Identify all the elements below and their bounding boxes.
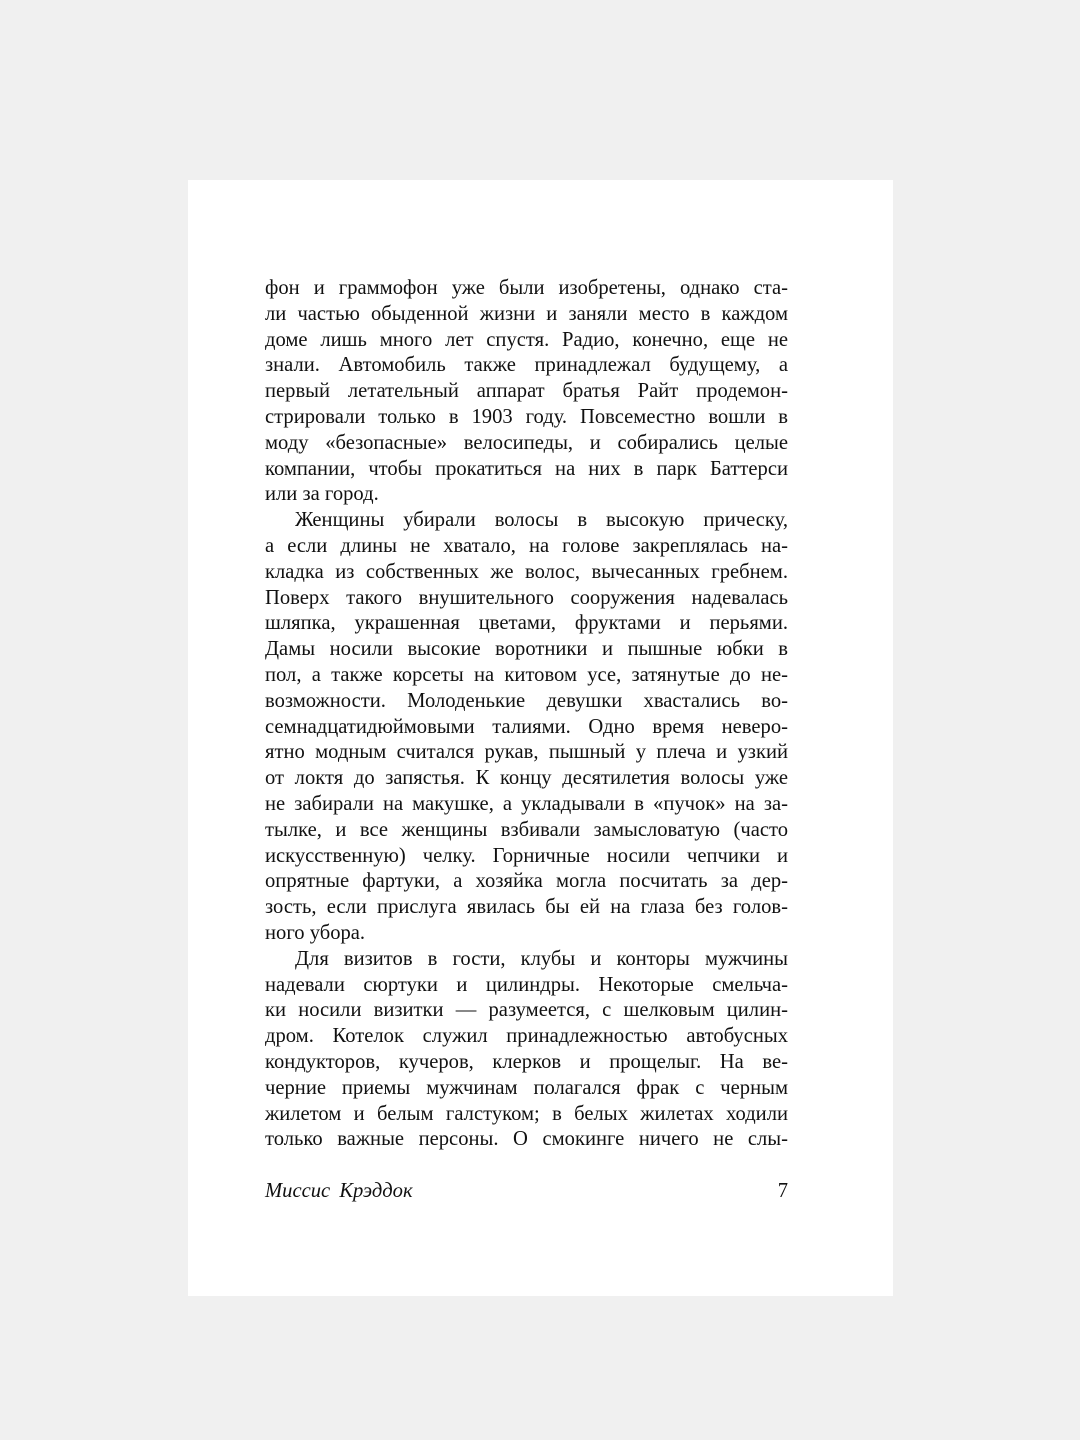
text-line: семнадцатидюймовыми талиями. Одно время неверо-: [265, 715, 788, 738]
text-line: ли частью обыденной жизни и заняли место в каждом: [265, 302, 788, 325]
paragraph: [265, 276, 788, 508]
text-line: Женщины убирали волосы в высокую прическу,: [295, 509, 788, 532]
text-line: тылке, и все женщины взбивали замысловатую (часто: [265, 818, 788, 841]
body-text: [265, 276, 788, 1153]
text-line: ки носили визитки — разумеется, с шелковым цилин-: [265, 999, 788, 1022]
text-line: зость, если прислуга явилась бы ей на глаза без голов-: [265, 896, 788, 919]
text-line: Поверх такого внушительного сооружения надевалась: [265, 586, 788, 609]
running-title: Миссис Крэддок: [265, 1180, 413, 1202]
text-line: Для визитов в гости, клубы и конторы мужчины: [295, 947, 788, 970]
text-line: возможности. Молоденькие девушки хвастались во-: [265, 689, 788, 712]
text-line: а если длины не хватало, на голове закреплялась на-: [265, 534, 788, 557]
text-line: кладка из собственных же волос, вычесанных гребнем.: [265, 560, 788, 583]
page-footer: [265, 1180, 788, 1203]
text-line: стрировали только в 1903 году. Повсеместно вошли в: [265, 405, 788, 428]
text-line: шляпка, украшенная цветами, фруктами и перьями.: [265, 612, 788, 635]
text-line: Дамы носили высокие воротники и пышные юбки в: [265, 638, 788, 661]
text-line: надевали сюртуки и цилиндры. Некоторые смельча-: [265, 973, 788, 996]
text-line: моду «безопасные» велосипеды, и собирались целые: [265, 431, 788, 454]
text-line: только важные персоны. О смокинге ничего не слы-: [265, 1128, 788, 1151]
text-line: опрятные фартуки, а хозяйка могла посчитать за дер-: [265, 870, 788, 893]
text-line: компании, чтобы прокатиться на них в парк Баттерси: [265, 457, 788, 480]
text-line: ного убора.: [265, 921, 366, 944]
text-line: кондукторов, кучеров, клерков и прощелыг. На ве-: [265, 1050, 788, 1073]
text-line: или за город.: [265, 483, 379, 506]
text-line: искусственную) челку. Горничные носили чепчики и: [265, 844, 788, 867]
text-line: доме лишь много лет спустя. Радио, конечно, еще не: [265, 328, 788, 351]
book-page: [188, 180, 893, 1296]
text-line: фон и граммофон уже были изобретены, однако ста-: [265, 277, 788, 299]
paragraph: [265, 508, 788, 947]
page-number: 7: [777, 1180, 788, 1202]
text-line: от локтя до запястья. К концу десятилетия волосы уже: [265, 767, 788, 790]
text-line: жилетом и белым галстуком; в белых жилетах ходили: [265, 1102, 788, 1125]
text-line: пол, а также корсеты на китовом усе, затянутые до не-: [265, 663, 788, 686]
text-line: первый летательный аппарат братья Райт продемон-: [265, 380, 788, 403]
paragraph: [265, 947, 788, 1153]
text-line: черние приемы мужчинам полагался фрак с черным: [265, 1076, 788, 1099]
text-line: ятно модным считался рукав, пышный у плеча и узкий: [265, 741, 788, 764]
text-line: знали. Автомобиль также принадлежал будущему, а: [265, 354, 788, 377]
text-line: не забирали на макушке, а укладывали в «пучок» на за-: [265, 792, 788, 815]
text-line: дром. Котелок служил принадлежностью автобусных: [265, 1025, 788, 1048]
